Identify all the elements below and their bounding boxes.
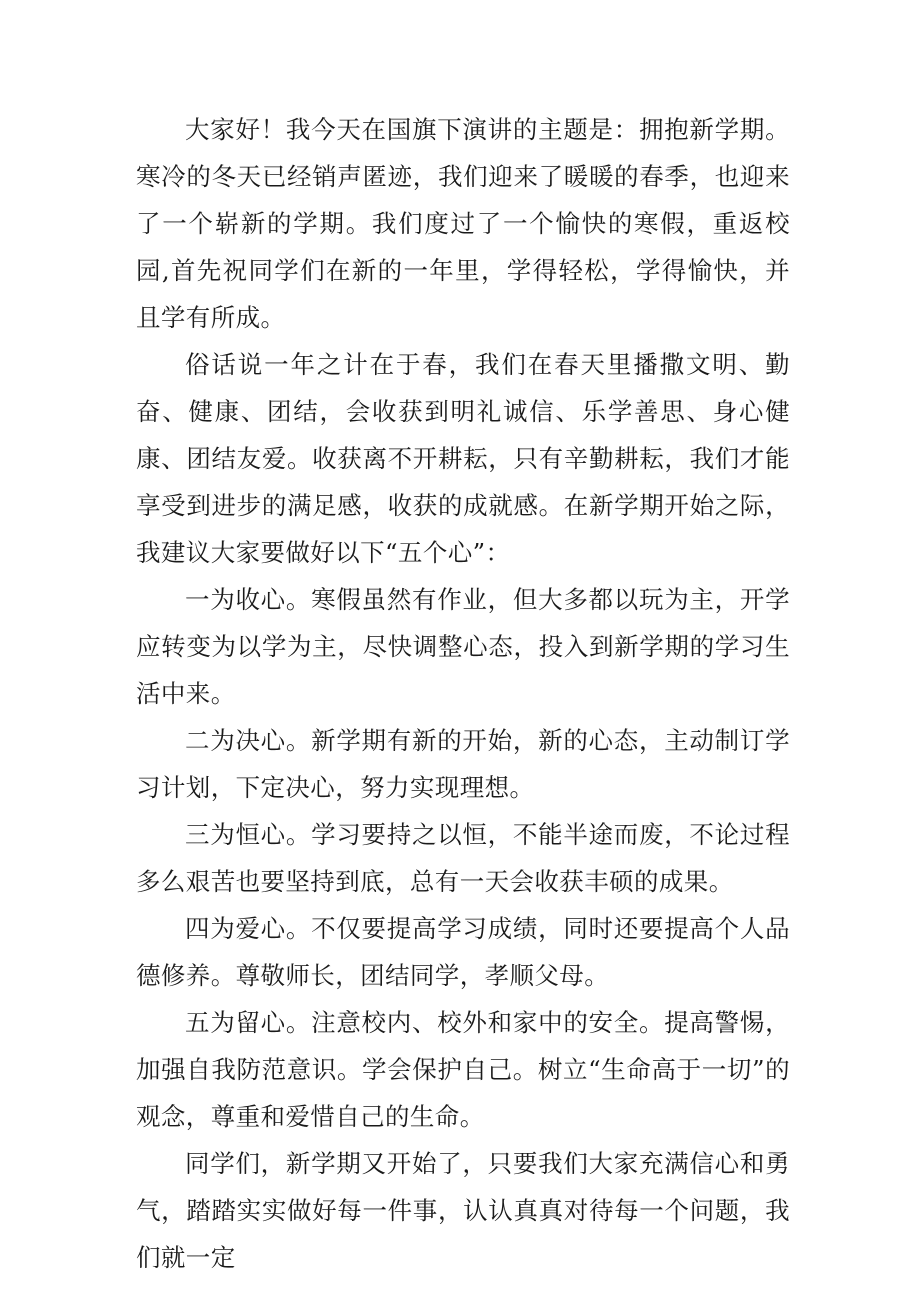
paragraph-fourth-heart: 四为爱心。不仅要提高学习成绩，同时还要提高个人品德修养。尊敬师长，团结同学，孝顺父母。: [136, 914, 790, 990]
paragraph-spring-saying: 俗话说一年之计在于春，我们在春天里播撒文明、勤奋、健康、团结，会收获到明礼诚信、乐学善思、身心健康、团结友爱。收获离不开耕耘，只有辛勤耕耘，我们才能享受到进步的满足感，收获的成就感。在新学期开始之际，我建议大家要做好以下“五个心”：: [136, 350, 790, 567]
paragraph-second-heart: 二为决心。新学期有新的开始，新的心态，主动制订学习计划，下定决心，努力实现理想。: [136, 726, 790, 802]
paragraph-first-heart: 一为收心。寒假虽然有作业，但大多都以玩为主，开学应转变为以学为主，尽快调整心态，投入到新学期的学习生活中来。: [136, 585, 790, 708]
paragraph-closing: 同学们，新学期又开始了，只要我们大家充满信心和勇气，踏踏实实做好每一件事，认认真真对待每一个问题，我们就一定: [136, 1149, 790, 1272]
paragraph-fifth-heart: 五为留心。注意校内、校外和家中的安全。提高警惕，加强自我防范意识。学会保护自己。树立“生命高于一切”的观念，尊重和爱惜自己的生命。: [136, 1008, 790, 1131]
paragraph-greeting: 大家好！我今天在国旗下演讲的主题是：拥抱新学期。寒冷的冬天已经销声匿迹，我们迎来了暖暖的春季，也迎来了一个崭新的学期。我们度过了一个愉快的寒假，重返校园,首先祝同学们在新的一年里，学得轻松，学得愉快，并且学有所成。: [136, 115, 790, 332]
document-body: [136, 106, 790, 1281]
paragraph-third-heart: 三为恒心。学习要持之以恒，不能半途而废，不论过程多么艰苦也要坚持到底，总有一天会收获丰硕的成果。: [136, 820, 790, 896]
